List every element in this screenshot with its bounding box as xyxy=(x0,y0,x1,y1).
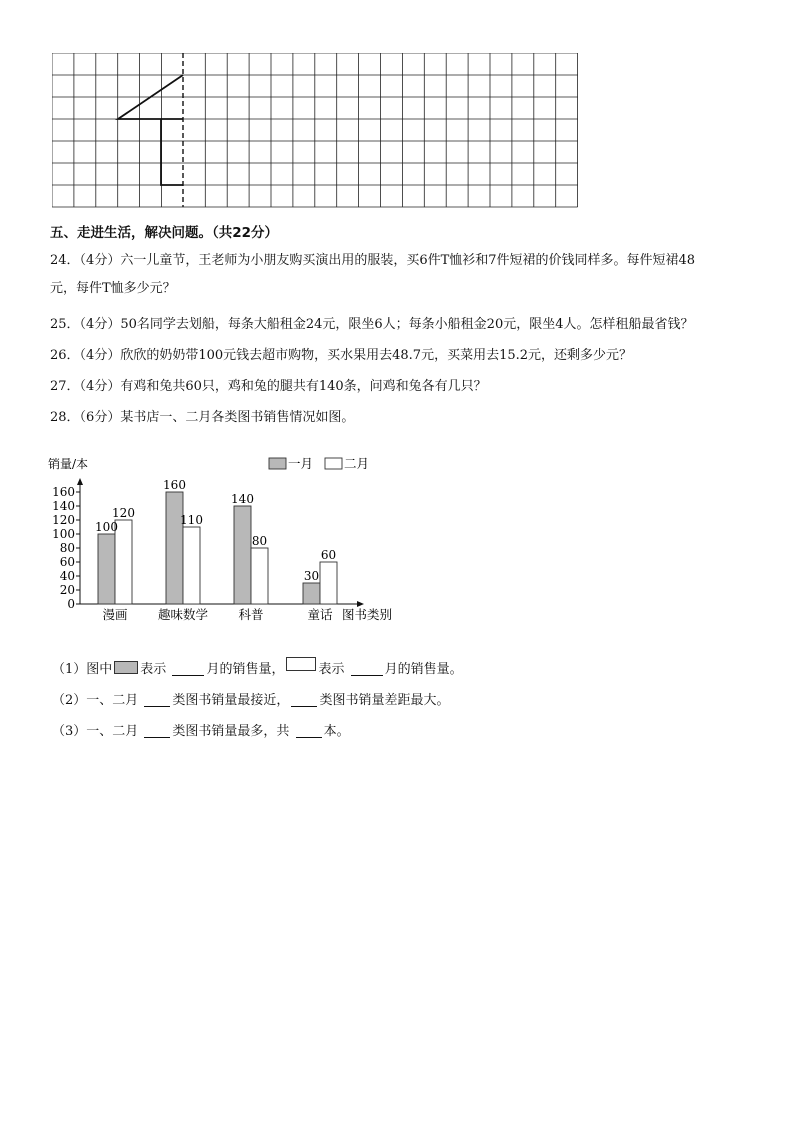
legend-swatch xyxy=(325,458,342,469)
sub-question-2 xyxy=(52,689,449,708)
bar-value-label: 110 xyxy=(180,513,203,527)
question-28: 28．（6分）某书店一、二月各类图书销售情况如图。 xyxy=(50,410,355,425)
y-tick-label: 20 xyxy=(59,583,75,597)
y-tick-label: 140 xyxy=(52,499,75,513)
sub3-text-b: 类图书销量最多，共 xyxy=(172,724,290,739)
legend-label: 一月 xyxy=(288,456,314,471)
sub2-text-a: （2）一、二月 xyxy=(52,693,139,708)
bar-value-label: 120 xyxy=(112,506,135,520)
legend-label: 二月 xyxy=(344,456,370,471)
bar-value-label: 140 xyxy=(231,492,254,506)
question-24 xyxy=(50,252,695,308)
bar-value-label: 160 xyxy=(163,478,186,492)
half-figure-outline xyxy=(118,75,183,185)
bar-value-label: 100 xyxy=(95,520,118,534)
sub3-text-c: 本。 xyxy=(323,724,350,739)
bar-chart xyxy=(40,452,420,634)
question-24-line2: 元，每件T恤多少元？ xyxy=(50,281,176,296)
sub-question-1 xyxy=(52,657,463,677)
y-tick-label: 100 xyxy=(52,527,75,541)
bar-value-label: 30 xyxy=(303,569,320,583)
sub1-text-a: （1）图中 xyxy=(52,662,113,677)
question-26: 26．（4分）欣欣的奶奶带100元钱去超市购物，买水果用去48.7元，买菜用去15.2元，还剩多少元？ xyxy=(50,348,633,363)
sub1-text-c: 月的销售量， xyxy=(206,662,285,677)
x-axis-label: 图书类别 xyxy=(342,607,393,622)
answer-blank-1b[interactable] xyxy=(351,661,383,676)
sub3-text-a: （3）一、二月 xyxy=(52,724,139,739)
sub1-text-d: 表示 xyxy=(318,662,345,677)
y-tick-label: 120 xyxy=(52,513,75,527)
bar xyxy=(234,506,251,604)
bar xyxy=(320,562,337,604)
question-25: 25．（4分）50名同学去划船，每条大船租金24元，限坐6人；每条小船租金20元，限坐4人。怎样租船最省钱？ xyxy=(50,317,694,332)
y-axis-arrow xyxy=(77,478,83,485)
category-label: 趣味数学 xyxy=(157,607,209,622)
bar xyxy=(251,548,268,604)
answer-blank-3b[interactable] xyxy=(296,723,322,738)
bar xyxy=(183,527,200,604)
legend-swatch xyxy=(269,458,286,469)
legend-swatch-gray xyxy=(114,661,138,674)
grid-lines xyxy=(52,53,578,207)
answer-blank-2a[interactable] xyxy=(144,692,170,707)
category-label: 童话 xyxy=(307,607,333,622)
answer-blank-1a[interactable] xyxy=(172,661,204,676)
y-tick-label: 80 xyxy=(59,541,75,555)
chart-legend xyxy=(269,456,369,471)
bar xyxy=(98,534,115,604)
grid-figure xyxy=(52,53,578,209)
answer-blank-3a[interactable] xyxy=(144,723,170,738)
y-tick-label: 160 xyxy=(52,485,75,499)
sub2-text-b: 类图书销量最接近， xyxy=(172,693,290,708)
answer-blank-2b[interactable] xyxy=(291,692,317,707)
y-axis-label: 销量/本 xyxy=(48,457,89,471)
bar xyxy=(166,492,183,604)
question-24-line1: 24．（4分）六一儿童节，王老师为小朋友购买演出用的服装，买6件T恤衫和7件短裙的价钱同样多。每件短裙48 xyxy=(50,253,696,268)
sub2-text-c: 类图书销量差距最大。 xyxy=(319,693,450,708)
sub-question-3 xyxy=(52,720,350,739)
category-label: 漫画 xyxy=(102,607,128,622)
legend-swatch-white xyxy=(286,657,316,671)
y-tick-label: 60 xyxy=(59,555,75,569)
section-heading: 五、走进生活，解决问题。（共22分） xyxy=(50,225,279,241)
sub1-text-e: 月的销售量。 xyxy=(384,662,463,677)
sub1-text-b: 表示 xyxy=(140,662,167,677)
y-tick-label: 0 xyxy=(67,597,75,611)
bar-value-label: 80 xyxy=(251,534,268,548)
category-label: 科普 xyxy=(238,607,264,622)
bar-value-label: 60 xyxy=(320,548,337,562)
y-tick-label: 40 xyxy=(59,569,75,583)
question-27: 27．（4分）有鸡和兔共60只，鸡和兔的腿共有140条，问鸡和兔各有几只？ xyxy=(50,379,487,394)
bar xyxy=(303,583,320,604)
